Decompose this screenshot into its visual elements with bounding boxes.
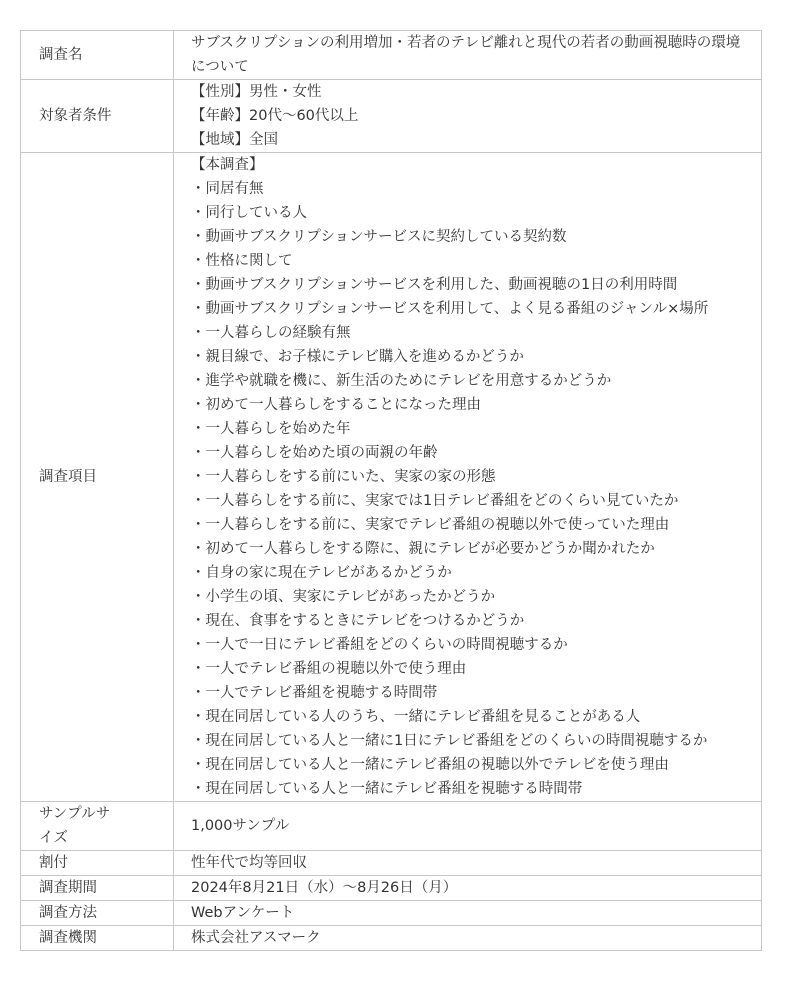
row-survey-name <box>21 31 762 80</box>
value-survey-items <box>174 153 762 802</box>
label-target-conditions: 対象者条件 <box>21 80 174 153</box>
survey-item: ・初めて一人暮らしをする際に、親にテレビが必要かどうか聞かれたか <box>191 541 655 557</box>
row-sample-size <box>21 802 762 851</box>
survey-item: ・同行している人 <box>191 205 307 221</box>
survey-item: ・一人暮らしをする前にいた、実家の家の形態 <box>191 469 496 485</box>
row-survey-period <box>21 876 762 901</box>
value-target-conditions <box>174 80 762 153</box>
target-gender: 【性別】男性・女性 <box>191 84 322 100</box>
label-survey-items: 調査項目 <box>21 153 174 802</box>
survey-item: ・現在同居している人と一緒に1日にテレビ番組をどのくらいの時間視聴するか <box>191 733 708 749</box>
survey-item: ・動画サブスクリプションサービスを利用して、よく見る番組のジャンル×場所 <box>191 301 709 317</box>
value-survey-name <box>174 31 762 80</box>
survey-item: ・一人暮らしを始めた年 <box>191 421 351 437</box>
survey-item: 【本調査】 <box>191 157 264 173</box>
value-survey-method: Webアンケート <box>174 901 762 926</box>
value-survey-organization: 株式会社アスマーク <box>174 926 762 951</box>
survey-item: ・一人でテレビ番組を視聴する時間帯 <box>191 685 438 701</box>
label-allocation: 割付 <box>21 851 174 876</box>
survey-item: ・一人暮らしの経験有無 <box>191 325 351 341</box>
survey-item: ・動画サブスクリプションサービスに契約している契約数 <box>191 229 567 245</box>
survey-item: ・動画サブスクリプションサービスを利用した、動画視聴の1日の利用時間 <box>191 277 678 293</box>
survey-item: ・現在同居している人のうち、一緒にテレビ番組を見ることがある人 <box>191 709 641 725</box>
label-survey-method: 調査方法 <box>21 901 174 926</box>
survey-item: ・同居有無 <box>191 181 264 197</box>
survey-item: ・初めて一人暮らしをすることになった理由 <box>191 397 481 413</box>
survey-item: ・現在同居している人と一緒にテレビ番組を視聴する時間帯 <box>191 781 583 797</box>
survey-item: ・小学生の頃、実家にテレビがあったかどうか <box>191 589 496 605</box>
row-survey-method <box>21 901 762 926</box>
survey-item: ・一人暮らしをする前に、実家では1日テレビ番組をどのくらい見ていたか <box>191 493 679 509</box>
survey-item: ・一人暮らしをする前に、実家でテレビ番組の視聴以外で使っていた理由 <box>191 517 670 533</box>
sample-size-label-line1: サンプルサ <box>39 806 111 822</box>
row-allocation <box>21 851 762 876</box>
label-survey-name: 調査名 <box>21 31 174 80</box>
value-survey-period: 2024年8月21日（水）〜8月26日（月） <box>174 876 762 901</box>
target-region: 【地域】全国 <box>191 132 278 148</box>
row-target-conditions <box>21 80 762 153</box>
survey-item: ・進学や就職を機に、新生活のためにテレビを用意するかどうか <box>191 373 612 389</box>
survey-item: ・一人でテレビ番組の視聴以外で使う理由 <box>191 661 467 677</box>
survey-item: ・一人で一日にテレビ番組をどのくらいの時間視聴するか <box>191 637 568 653</box>
survey-item: ・性格に関して <box>191 253 293 269</box>
survey-name-text: サブスクリプションの利用増加・若者のテレビ離れと現代の若者の動画視聴時の環境について <box>191 35 741 75</box>
survey-item: ・現在同居している人と一緒にテレビ番組の視聴以外でテレビを使う理由 <box>191 757 669 773</box>
sample-size-label-line2: イズ <box>39 830 68 846</box>
row-survey-items <box>21 153 762 802</box>
label-sample-size <box>21 802 174 851</box>
survey-item: ・現在、食事をするときにテレビをつけるかどうか <box>191 613 525 629</box>
survey-summary-table <box>20 30 762 951</box>
value-allocation: 性年代で均等回収 <box>174 851 762 876</box>
value-sample-size: 1,000サンプル <box>174 802 762 851</box>
label-survey-organization: 調査機関 <box>21 926 174 951</box>
survey-item: ・自身の家に現在テレビがあるかどうか <box>191 565 452 581</box>
survey-item: ・一人暮らしを始めた頃の両親の年齢 <box>191 445 438 461</box>
label-survey-period: 調査期間 <box>21 876 174 901</box>
row-survey-organization <box>21 926 762 951</box>
survey-item: ・親目線で、お子様にテレビ購入を進めるかどうか <box>191 349 524 365</box>
target-age: 【年齢】20代〜60代以上 <box>191 108 359 124</box>
